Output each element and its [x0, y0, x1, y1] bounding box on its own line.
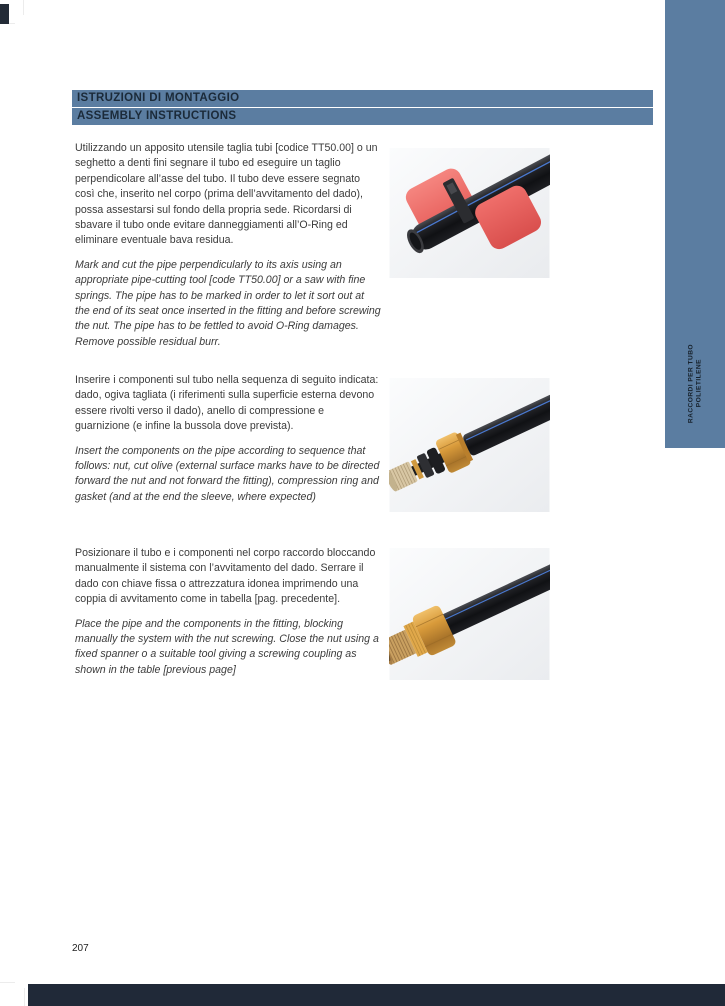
figure-pipe-cutting-tool — [389, 148, 550, 278]
category-label-line1: RACCORDI PER TUBO — [687, 343, 695, 423]
category-side-tab-label — [688, 344, 703, 423]
step3-italian-paragraph: Posizionare il tubo e i componenti nel corpo raccordo bloccando manualmente il sistema con l’avvitamento del dado. Serrare il dado con chiave fissa o attrezzatura idonea imprimendo una coppia di avvitamento come in tabella [pag. precedente]. — [75, 547, 376, 606]
category-label-line2: POLIETILENE — [695, 359, 703, 408]
crop-mark-bottom-left-vertical — [24, 988, 25, 1006]
step3-english-paragraph: Place the pipe and the components in the fitting, blocking manually the system with the nut screwing. Close the nut using a fixed spanner o a suitable tool giving a screwing coupling as shown in the table [previous page] — [75, 617, 379, 676]
page-number: 207 — [72, 943, 89, 954]
page-bleed-footer-bar — [28, 984, 725, 1006]
section-title-english: ASSEMBLY INSTRUCTIONS — [72, 108, 653, 125]
figure-assembled-fitting — [389, 548, 550, 680]
section-header — [72, 90, 653, 125]
crop-mark-bottom-left-horizontal — [0, 982, 15, 983]
step3-text-block — [75, 546, 381, 678]
page-bleed-top-left — [0, 4, 9, 24]
step2-italian-paragraph: Inserire i componenti sul tubo nella sequenza di seguito indicata: dado, ogiva tagliata (i riferimenti sulla superficie esterna devono essere rivolti verso il dado), anello di compressione e guarnizione (e infine la bussola dove prevista). — [75, 374, 379, 433]
step1-text-block — [75, 141, 381, 350]
step2-text-block — [75, 373, 381, 505]
step1-english-paragraph: Mark and cut the pipe perpendicularly to its axis using an appropriate pipe-cutting tool [code TT50.00] or a saw with fine springs. The pipe has to be marked in order to let it sort out at the end of its seat once inserted in the fitting and before screwing the nut. The pipe has to be fettled to avoid O-Ring damages. Remove possible residual burr. — [75, 258, 381, 348]
section-title-italian: ISTRUZIONI DI MONTAGGIO — [72, 90, 653, 107]
step2-english-paragraph: Insert the components on the pipe according to sequence that follows: nut, cut olive (external surface marks have to be directed forward the nut and not forward the fitting), compression ring and gasket (and at the end the sleeve, where expected) — [75, 444, 380, 503]
step1-italian-paragraph: Utilizzando un apposito utensile taglia tubi [codice TT50.00] o un seghetto a denti fini segnare il tubo ed eseguire un taglio perpendicolare all’asse del tubo. Il tubo deve essere segnato così che, inserito nel corpo (prima dell’avvitamento del dado), possa assestarsi sul fondo della propria sede. Ricordarsi di sbavare il tubo onde evitare danneggiamenti all’O-Ring ed eliminare eventuale bava residua. — [75, 142, 378, 247]
figure-components-on-pipe — [389, 378, 550, 512]
crop-mark-top-left-vertical — [23, 0, 24, 15]
category-side-tab — [665, 0, 725, 448]
